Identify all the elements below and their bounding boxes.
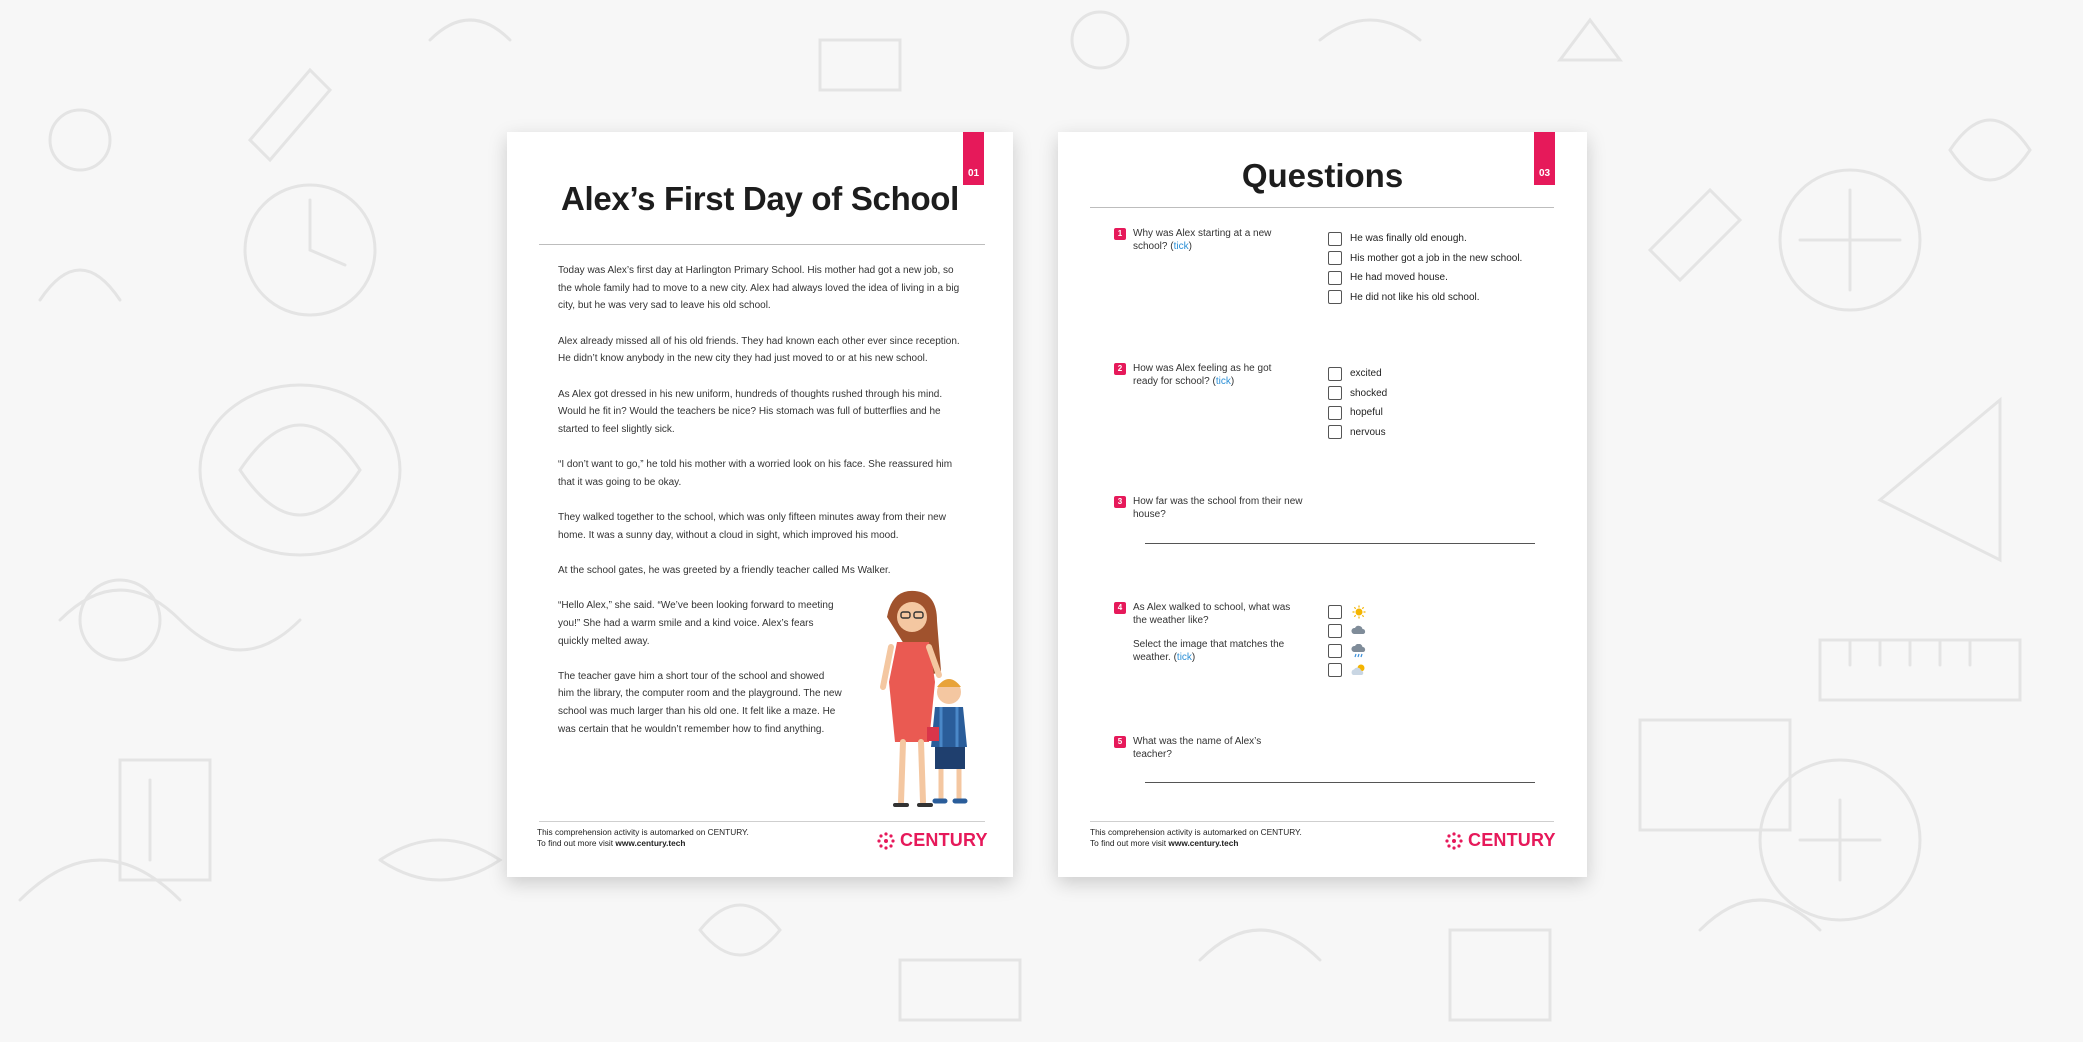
option[interactable] [1328,622,1368,642]
story-paragraph: They walked together to the school, which was only fifteen minutes away from their new home. It was a sunny day, without a cloud in sight, which improved his mood. [558,512,946,541]
option[interactable] [1328,384,1387,404]
question-3 [1117,496,1303,521]
question-1: 1 Why was Alex starting at a new school? (tick) [1133,228,1293,253]
option[interactable] [1328,602,1368,622]
checkbox[interactable] [1328,605,1342,619]
question-2: 2 How was Alex feeling as he got ready for school? (tick) [1133,363,1293,388]
teacher-and-boy-illustration [867,587,987,817]
question-text: How far was the school from their new house? [1133,496,1303,520]
question-4: 4 As Alex walked to school, what was the weather like? Select the image that matches the weather. (tick) [1133,602,1293,664]
footer-text [1090,827,1302,849]
story-paragraph: “Hello Alex,” she said. “We’ve been looking forward to meeting you!” She had a warm smile and a kind voice. Alex’s fears quickly melted away. [558,600,834,647]
story-paragraph: At the school gates, he was greeted by a friendly teacher called Ms Walker. [558,564,891,576]
checkbox[interactable] [1328,290,1342,304]
option[interactable] [1328,423,1387,443]
option[interactable] [1328,641,1368,661]
footer-text [537,827,749,849]
checkbox[interactable] [1328,386,1342,400]
answer-line[interactable] [1145,543,1535,544]
checkbox[interactable] [1328,425,1342,439]
footer-divider [539,821,985,822]
checkbox[interactable] [1328,232,1342,246]
story-page [507,132,1013,877]
question-text: How was Alex feeling as he got ready for school? [1133,363,1272,387]
question-number: 4 [1114,602,1126,614]
title-divider [1090,207,1554,208]
option-label: hopeful [1350,407,1383,419]
sun-icon [1350,605,1368,619]
footer-link[interactable]: www.century.tech [615,838,686,848]
century-logo-icon [876,831,896,851]
answer-line[interactable] [1145,782,1535,783]
question-hint: tick [1215,375,1231,387]
questions-page [1058,132,1587,877]
option-label: shocked [1350,387,1388,399]
question-2-options [1328,364,1387,442]
question-number: 1 [1114,228,1126,240]
option[interactable] [1328,403,1387,423]
checkbox[interactable] [1328,663,1342,677]
checkbox[interactable] [1328,367,1342,381]
question-instruction: Select the image that matches the weather. [1133,639,1285,663]
century-logo-text: CENTURY [900,830,988,850]
page-number-tab: 03 [1534,132,1555,185]
questions-title: Questions [1241,157,1404,194]
option[interactable] [1328,364,1387,384]
page-number-tab: 01 [963,132,984,185]
story-paragraph: “I don’t want to go,” he told his mother with a worried look on his face. She reassured him that it was going to be okay. [558,459,953,488]
sun-cloud-icon [1350,663,1368,677]
option-label: excited [1350,368,1382,380]
option[interactable] [1328,268,1522,288]
century-logo-icon [1444,831,1464,851]
century-logo [876,830,988,851]
question-text: What was the name of Alex’s teacher? [1133,736,1262,760]
question-1-options [1328,229,1522,307]
story-paragraph: Today was Alex’s first day at Harlington Primary School. His mother had got a new job, so the whole family had to move to a new city. Alex had always loved the idea of living in a big city, but he was very sad to leave his old school. [558,265,960,312]
footer-line1: This comprehension activity is automarked on CENTURY. [1090,827,1302,837]
question-number: 5 [1114,736,1126,748]
footer-link[interactable]: www.century.tech [1168,838,1239,848]
option[interactable] [1328,249,1522,269]
checkbox[interactable] [1328,251,1342,265]
question-text: As Alex walked to school, what was the weather like? [1133,602,1291,626]
option-label: He did not like his old school. [1350,291,1480,303]
question-5 [1117,736,1283,761]
century-logo-text: CENTURY [1468,830,1556,850]
century-logo [1444,830,1556,851]
option-label: His mother got a job in the new school. [1350,252,1523,264]
story-paragraph: As Alex got dressed in his new uniform, hundreds of thoughts rushed through his mind. Would he fit in? Would the teachers be nice? His stomach was full of butterflies and he started to feel slightly sick. [558,388,943,435]
question-number: 2 [1114,363,1126,375]
checkbox[interactable] [1328,644,1342,658]
footer-divider [1090,821,1554,822]
option-label: nervous [1350,426,1386,438]
footer-line2-prefix: To find out more visit [537,838,616,848]
option[interactable] [1328,229,1522,249]
footer-line1: This comprehension activity is automarked on CENTURY. [537,827,749,837]
question-text: Why was Alex starting at a new school? [1133,228,1272,252]
question-hint: tick [1173,240,1189,252]
story-title: Alex’s First Day of School [560,180,960,217]
option[interactable] [1328,288,1522,308]
question-number: 3 [1114,496,1126,508]
option[interactable] [1328,661,1368,681]
option-label: He was finally old enough. [1350,233,1467,245]
cloud-icon [1350,624,1368,638]
checkbox[interactable] [1328,624,1342,638]
story-paragraph: Alex already missed all of his old friends. They had known each other ever since reception. He didn’t know anybody in the new city they had just moved to or at his new school. [558,335,960,365]
story-paragraph: The teacher gave him a short tour of the school and showed him the library, the computer room and the playground. The new school was much larger than his old one. It felt like a maze. He was certain that he wouldn’t remember how to find anything. [558,670,842,735]
question-hint: tick [1176,651,1192,663]
checkbox[interactable] [1328,271,1342,285]
option-label: He had moved house. [1350,272,1448,284]
footer-line2-prefix: To find out more visit [1090,838,1169,848]
rain-icon [1350,644,1368,658]
question-4-options [1328,602,1368,680]
checkbox[interactable] [1328,406,1342,420]
title-divider [539,244,985,245]
